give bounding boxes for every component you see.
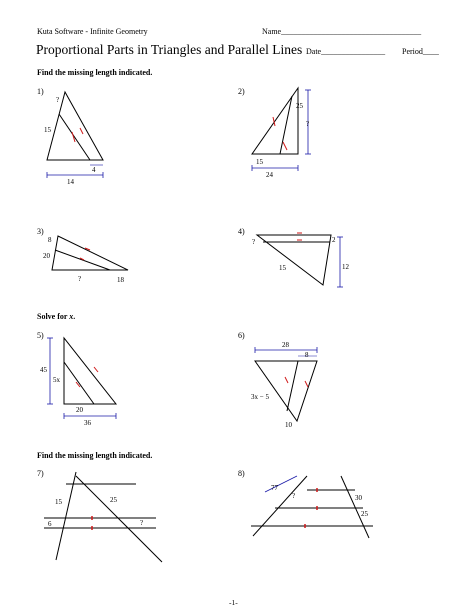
p8-label-4: 25 <box>361 510 368 518</box>
p5-label-2: 5x <box>53 376 60 384</box>
p8-label-1: 77 <box>271 484 278 492</box>
problem-number-2: 2) <box>238 87 245 96</box>
p6-label-4: 10 <box>285 421 292 429</box>
p2-label-1: 25 <box>296 102 303 110</box>
p6-label-3: 3x − 5 <box>251 393 269 401</box>
p1-label-2: 15 <box>44 126 51 134</box>
p4-label-2: 2 <box>332 236 336 244</box>
p7-label-4: ? <box>140 519 144 527</box>
p4-label-3: 15 <box>279 264 286 272</box>
p6-label-2: 8 <box>305 351 309 359</box>
p6-label-1: 28 <box>282 341 289 349</box>
problem-2-figure <box>240 80 330 190</box>
problem-number-4: 4) <box>238 227 245 236</box>
problem-number-6: 6) <box>238 331 245 340</box>
problem-8-figure <box>245 470 385 550</box>
worksheet-title: Proportional Parts in Triangles and Parallel Lines <box>36 42 303 57</box>
section-heading-3: Find the missing length indicated. <box>37 451 153 460</box>
p3-label-3: ? <box>78 275 82 283</box>
p5-label-1: 45 <box>40 366 47 374</box>
period-field[interactable]: Period____ <box>402 47 439 56</box>
section-heading-2: Solve for x. <box>37 312 76 321</box>
p8-label-3: 30 <box>355 494 362 502</box>
problem-1-figure <box>30 84 110 194</box>
problem-number-3: 3) <box>37 227 44 236</box>
section-heading-1: Find the missing length indicated. <box>37 68 153 77</box>
name-field[interactable]: Name___________________________________ <box>262 27 422 36</box>
p2-label-2: ? <box>306 120 310 128</box>
date-field[interactable]: Date________________ <box>306 47 386 56</box>
problem-number-5: 5) <box>37 331 44 340</box>
problem-6-figure <box>245 335 345 435</box>
p5-label-4: 36 <box>84 419 91 427</box>
problem-number-8: 8) <box>238 469 245 478</box>
p7-label-1: 15 <box>55 498 62 506</box>
p2-label-4: 24 <box>266 171 273 179</box>
p1-label-1: ? <box>56 96 60 104</box>
problem-3-figure <box>40 230 140 290</box>
software-label: Kuta Software - Infinite Geometry <box>37 27 148 36</box>
problem-number-7: 7) <box>37 469 44 478</box>
p3-label-1: 8 <box>48 236 52 244</box>
problem-number-1: 1) <box>37 87 44 96</box>
p2-label-3: 15 <box>256 158 263 166</box>
p1-label-3: 4 <box>92 166 96 174</box>
p8-label-2: ? <box>292 492 296 500</box>
p1-label-4: 14 <box>67 178 74 186</box>
p3-label-2: 20 <box>43 252 50 260</box>
problem-7-figure <box>36 470 166 570</box>
p3-label-4: 18 <box>117 276 124 284</box>
p4-label-4: 12 <box>342 263 349 271</box>
page-number: -1- <box>229 598 238 607</box>
p7-label-3: 6 <box>48 520 52 528</box>
problem-4-figure <box>245 225 355 295</box>
p4-label-1: ? <box>252 238 256 246</box>
problem-5-figure <box>36 332 126 432</box>
p7-label-2: 25 <box>110 496 117 504</box>
p5-label-3: 20 <box>76 406 83 414</box>
